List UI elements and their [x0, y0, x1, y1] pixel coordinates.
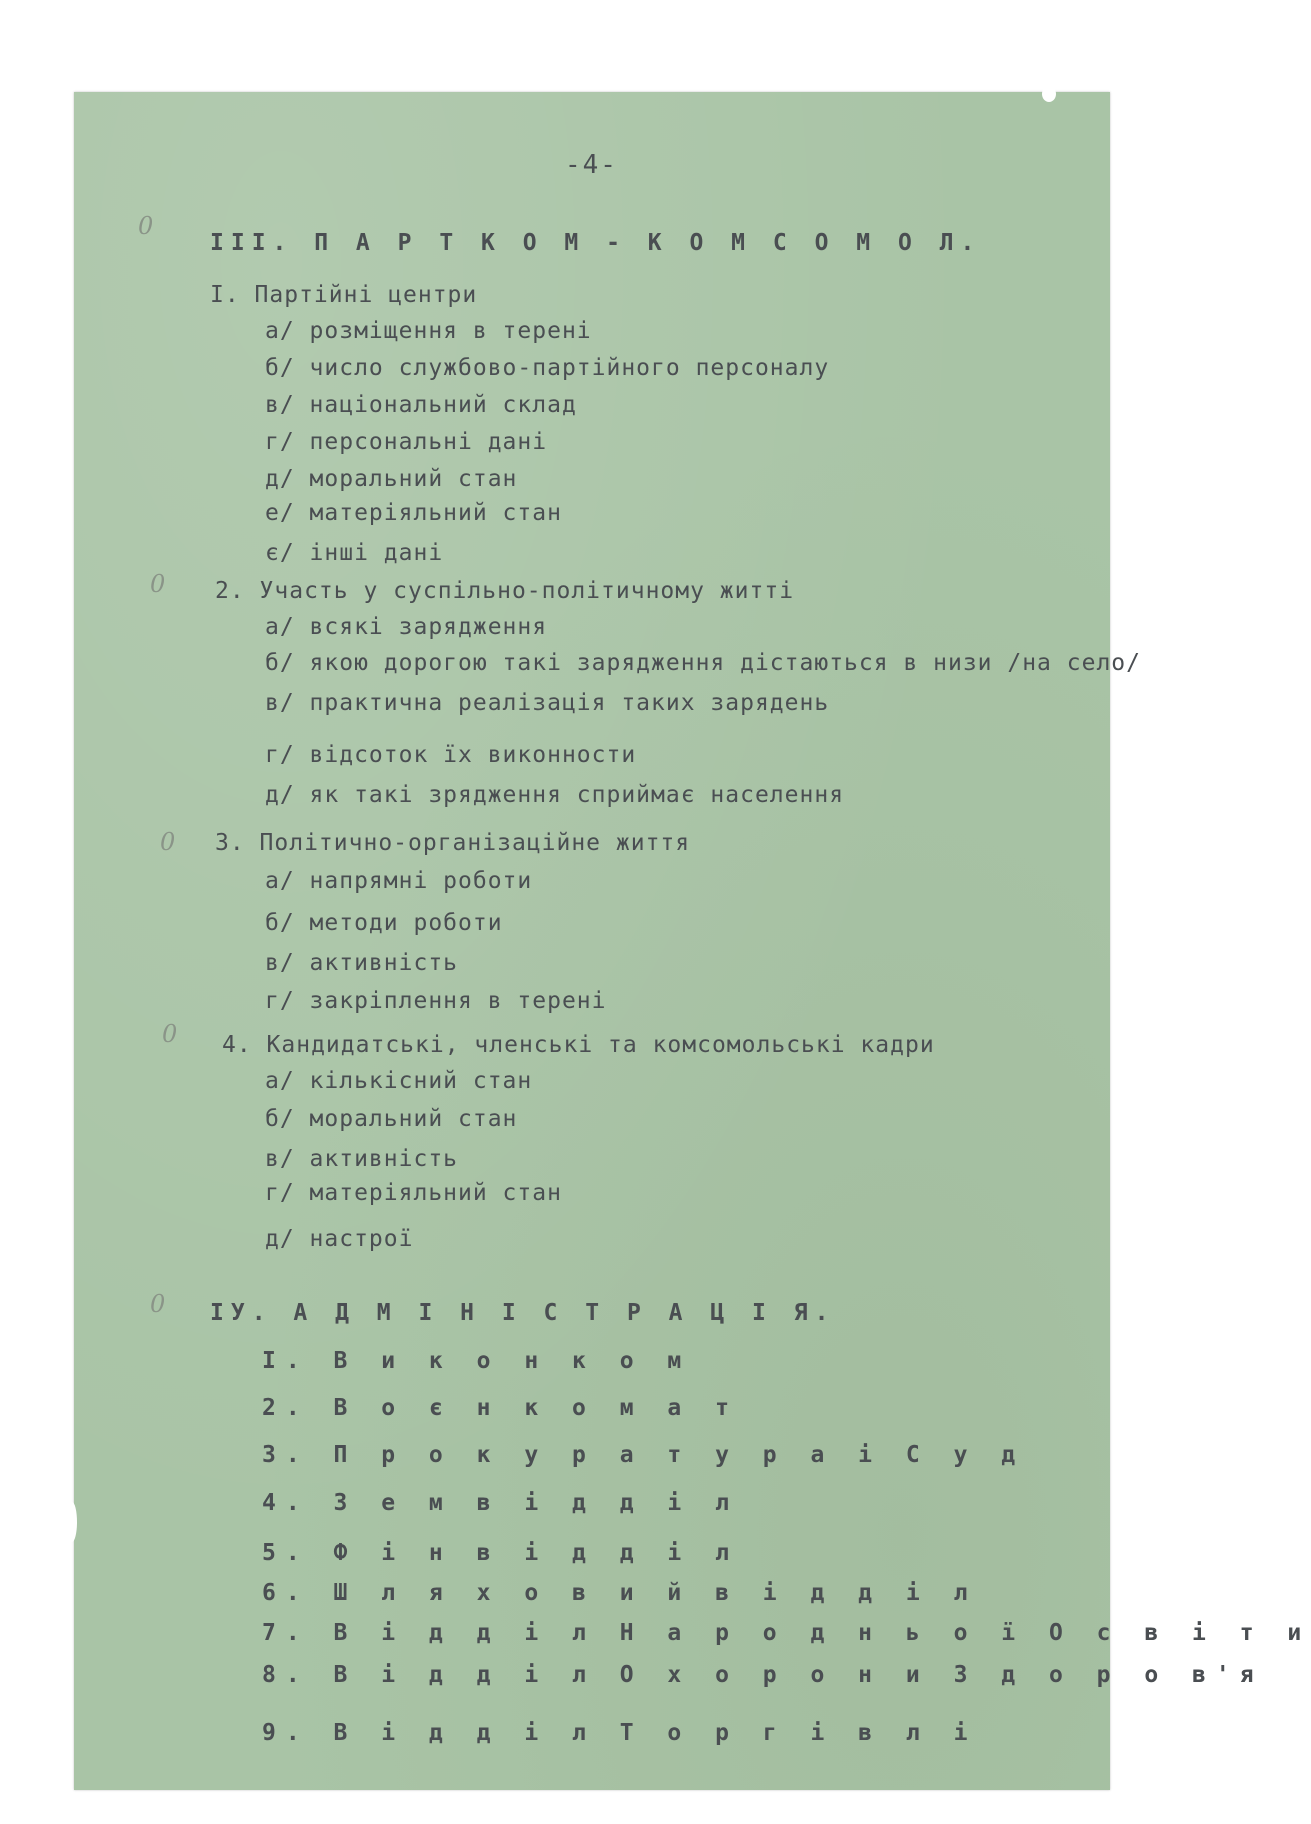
subitem: д/ моральний стан — [265, 466, 518, 492]
item-3-1-label: I. Партійні центри — [210, 282, 478, 308]
section-4-title: IУ. А Д М І Н І С Т Р А Ц І Я. — [210, 1300, 836, 1326]
subitem: е/ матеріяльний стан — [265, 500, 562, 526]
sheet-tear-left-edge — [67, 1502, 77, 1542]
subitem: г/ відсоток їх виконности — [265, 742, 637, 768]
margin-mark: 0 — [150, 570, 166, 598]
admin-item: 9. В і д д і л Т о р г і в л і — [262, 1720, 978, 1746]
subitem: а/ напрямні роботи — [265, 868, 533, 894]
subitem: в/ активність — [265, 950, 459, 976]
sheet-tear-top-right — [1042, 86, 1056, 102]
margin-mark: 0 — [160, 828, 176, 856]
margin-mark: 0 — [150, 1290, 166, 1318]
subitem: б/ якою дорогою такі зарядження дістаються в низи /на село/ — [265, 650, 1141, 676]
subitem: є/ інші дані — [265, 540, 444, 566]
subitem: а/ розміщення в терені — [265, 318, 592, 344]
item-3-4-label: 4. Кандидатські, членські та комсомольські кадри — [222, 1032, 935, 1058]
admin-item: 2. В о є н к о м а т — [262, 1395, 739, 1421]
subitem: в/ національний склад — [265, 392, 577, 418]
section-3-title: III. П А Р Т К О М - К О М С О М О Л. — [210, 230, 982, 256]
subitem: б/ моральний стан — [265, 1106, 518, 1132]
subitem: д/ як такі зрядження сприймає населення — [265, 782, 845, 808]
subitem: г/ персональні дані — [265, 429, 548, 455]
document-sheet — [74, 92, 1110, 1790]
subitem: г/ матеріяльний стан — [265, 1180, 562, 1206]
margin-mark: 0 — [162, 1020, 178, 1048]
admin-item: 3. П р о к у р а т у р а і С у д — [262, 1442, 1026, 1468]
subitem: г/ закріплення в терені — [265, 988, 607, 1014]
item-3-2-label: 2. Участь у суспільно-політичному житті — [215, 578, 795, 604]
admin-item: 5. Ф і н в і д д і л — [262, 1540, 739, 1566]
subitem: а/ кількісний стан — [265, 1068, 533, 1094]
subitem: д/ настрої — [265, 1226, 414, 1252]
admin-item: 6. Ш л я х о в и й в і д д і л — [262, 1580, 978, 1606]
item-3-3-label: 3. Політично-організаційне життя — [215, 830, 691, 856]
admin-item: I. В и к о н к о м — [262, 1348, 692, 1374]
subitem: б/ число службово-партійного персоналу — [265, 355, 830, 381]
page-number: -4- — [565, 150, 618, 180]
subitem: в/ практична реалізація таких зарядень — [265, 690, 830, 716]
subitem: б/ методи роботи — [265, 910, 503, 936]
subitem: в/ активність — [265, 1146, 459, 1172]
admin-item: 7. В і д д і л Н а р о д н ь о ї О с в і т и — [262, 1620, 1311, 1646]
admin-item: 4. З е м в і д д і л — [262, 1490, 739, 1516]
admin-item: 8. В і д д і л О х о р о н и З д о р о в'я — [262, 1662, 1264, 1688]
subitem: а/ всякі зарядження — [265, 614, 548, 640]
margin-mark: 0 — [138, 212, 154, 240]
